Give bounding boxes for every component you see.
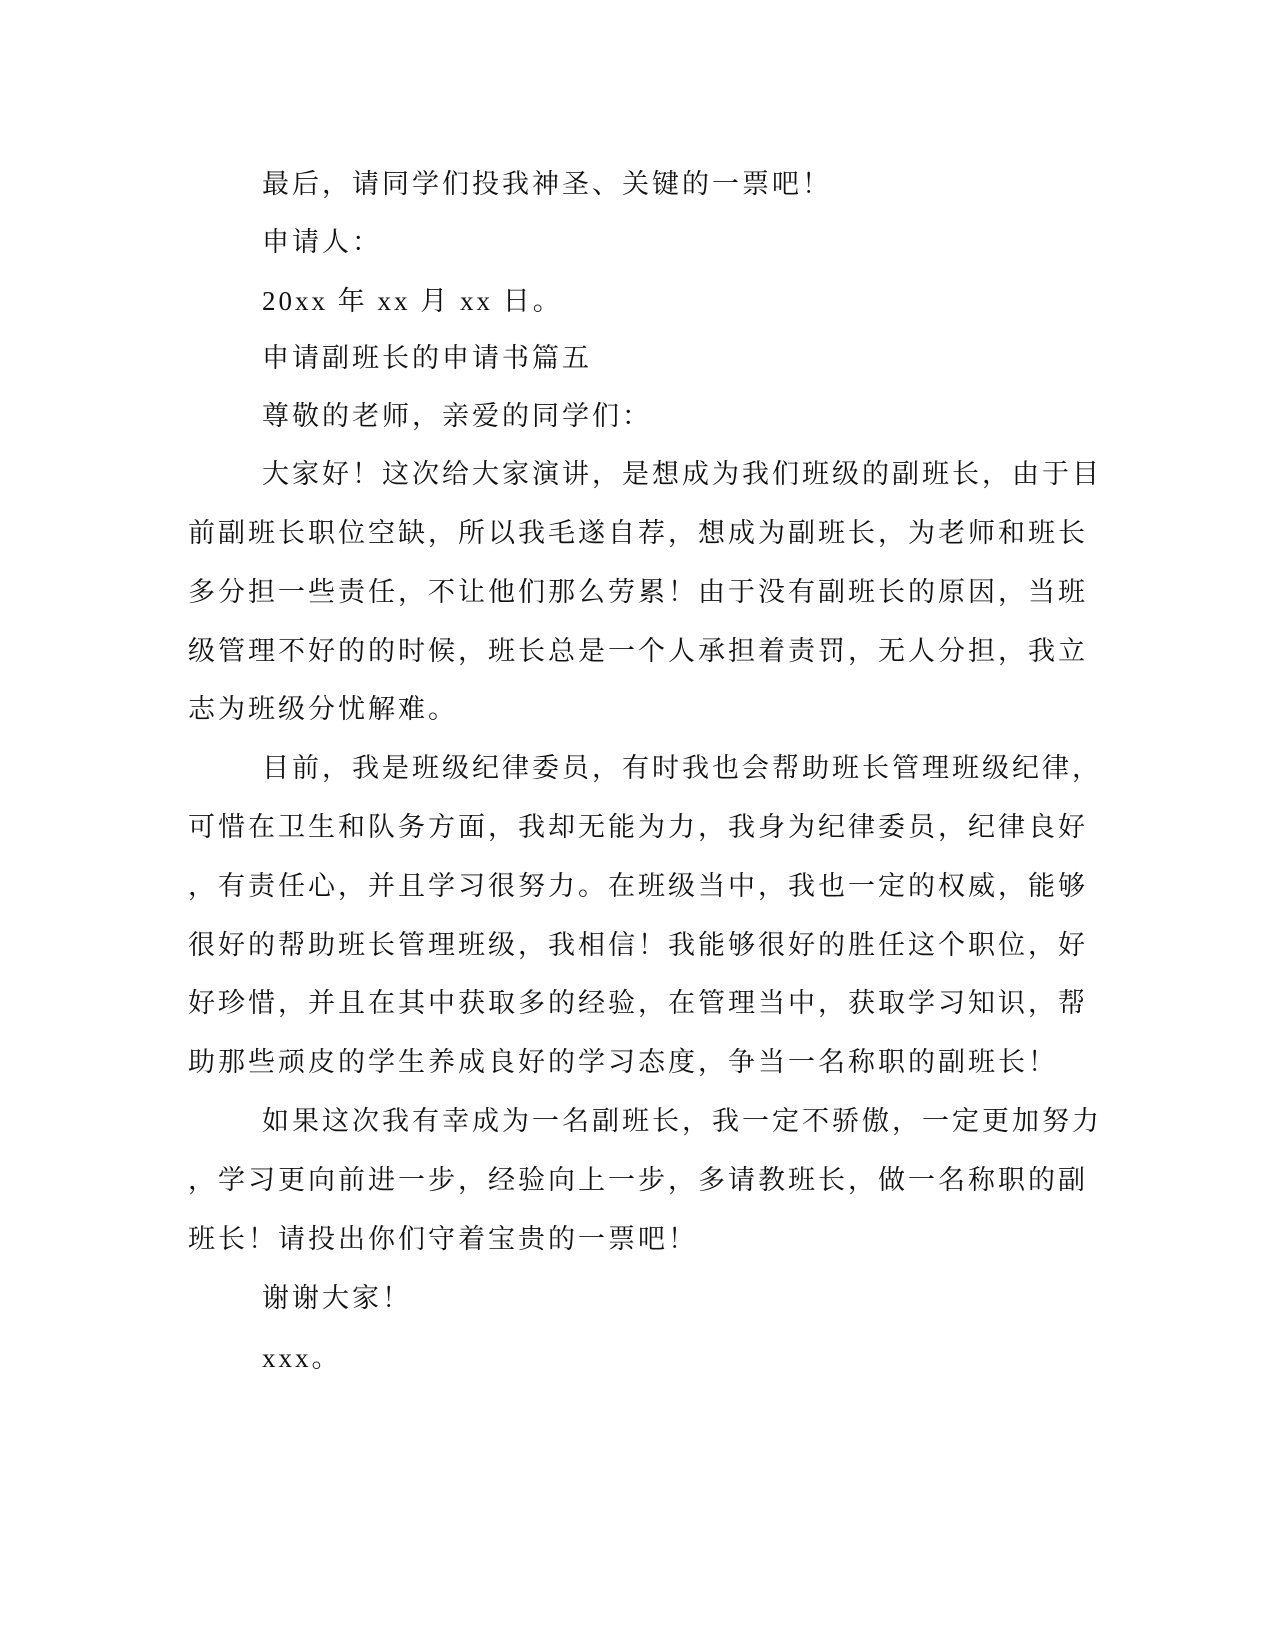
salutation: 尊敬的老师，亲爱的同学们：	[262, 401, 652, 432]
paragraph-closing-appeal: 最后，请同学们投我神圣、关键的一票吧！	[262, 169, 832, 200]
paragraph-line: 级管理不好的的时候，班长总是一个人承担着责罚，无人分担，我立	[188, 636, 1088, 667]
paragraph-line: 多分担一些责任，不让他们那么劳累！由于没有副班长的原因，当班	[188, 577, 1088, 608]
paragraph-line: 大家好！这次给大家演讲，是想成为我们班级的副班长，由于目	[262, 459, 1102, 490]
paragraph-line: 助那些顽皮的学生养成良好的学习态度，争当一名称职的副班长！	[188, 1047, 1058, 1078]
paragraph-line: 班长！请投出你们守着宝贵的一票吧！	[188, 1224, 698, 1255]
date-line: 20xx 年 xx 月 xx 日。	[262, 286, 563, 316]
paragraph-line: 如果这次我有幸成为一名副班长，我一定不骄傲，一定更加努力	[262, 1106, 1102, 1137]
thanks-line: 谢谢大家！	[262, 1283, 412, 1314]
signature-line: xxx。	[262, 1343, 342, 1373]
paragraph-line: 可惜在卫生和队务方面，我却无能为力，我身为纪律委员，纪律良好	[188, 812, 1088, 843]
applicant-label: 申请人：	[262, 227, 382, 258]
section-title: 申请副班长的申请书篇五	[262, 343, 592, 374]
paragraph-line: 好珍惜，并且在其中获取多的经验，在管理当中，获取学习知识，帮	[188, 988, 1088, 1019]
paragraph-line: ，学习更向前进一步，经验向上一步，多请教班长，做一名称职的副	[188, 1165, 1088, 1196]
paragraph-line: ，有责任心，并且学习很努力。在班级当中，我也一定的权威，能够	[188, 871, 1088, 902]
paragraph-line: 目前，我是班级纪律委员，有时我也会帮助班长管理班级纪律，	[262, 753, 1102, 784]
paragraph-line: 志为班级分忧解难。	[188, 694, 458, 725]
paragraph-line: 前副班长职位空缺，所以我毛遂自荐，想成为副班长，为老师和班长	[188, 518, 1088, 549]
paragraph-line: 很好的帮助班长管理班级，我相信！我能够很好的胜任这个职位，好	[188, 930, 1088, 961]
